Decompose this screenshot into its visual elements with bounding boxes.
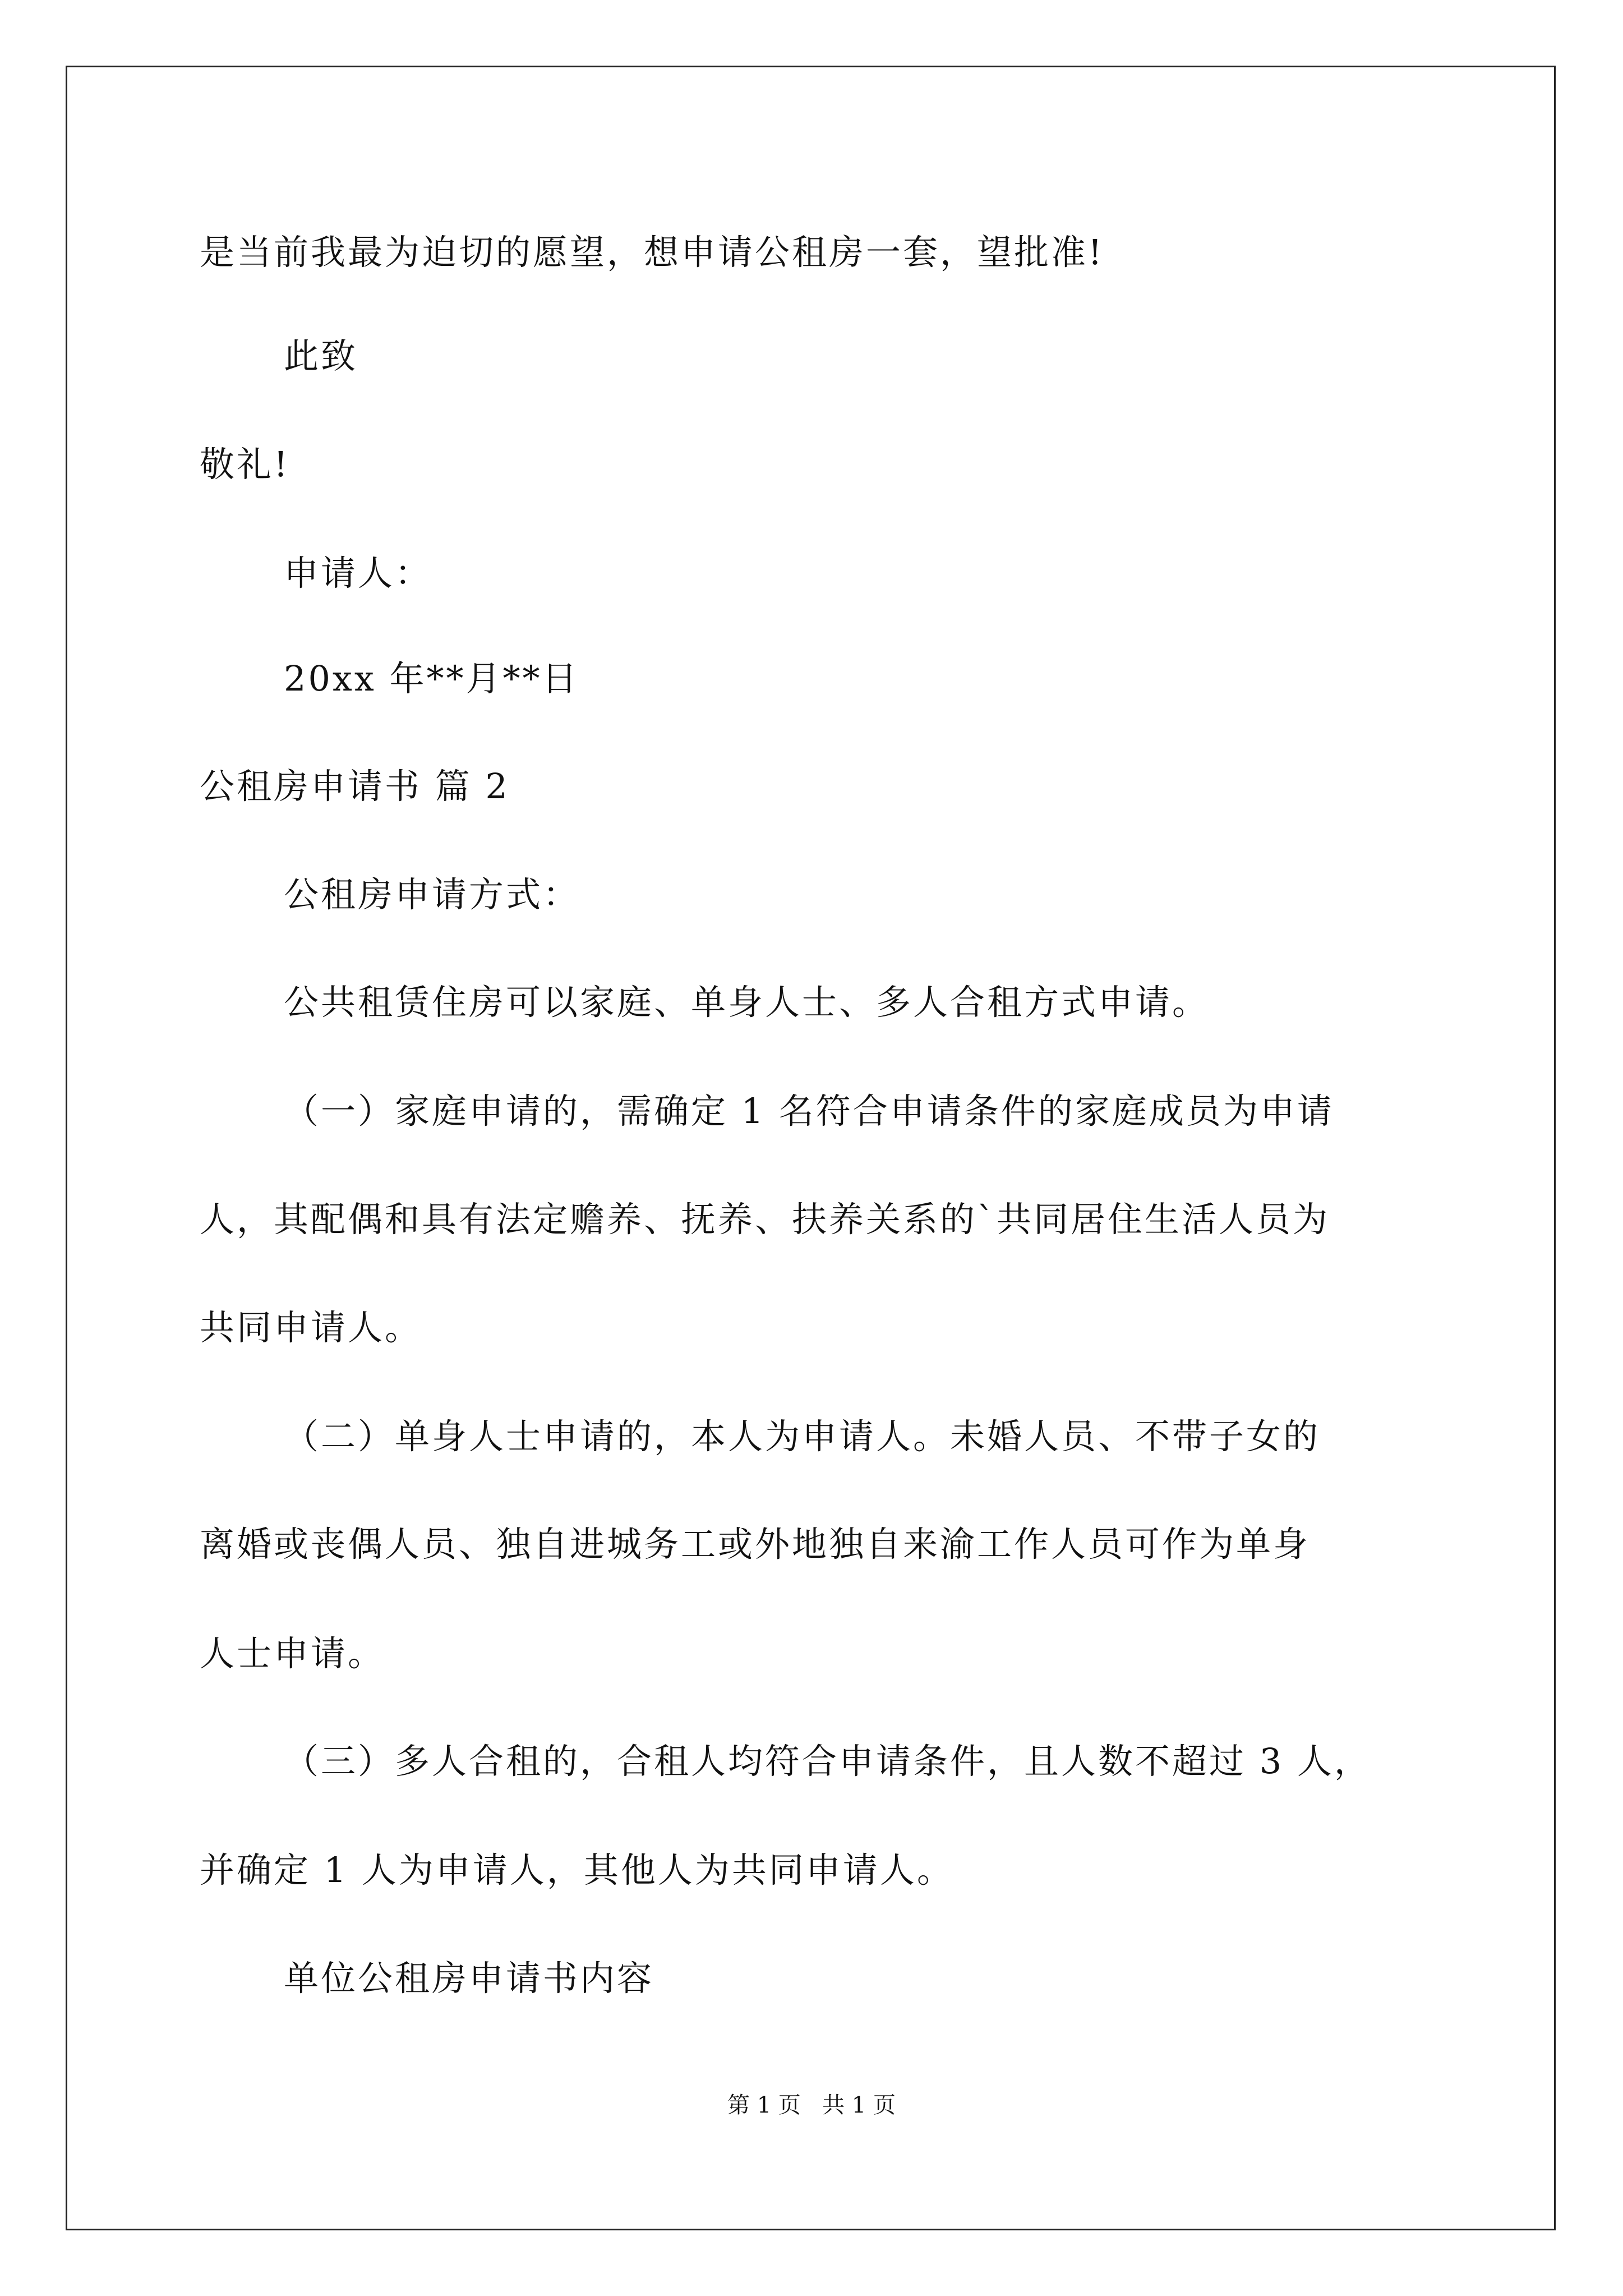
page-number-footer: 第 1 页 共 1 页	[727, 2092, 896, 2118]
applicant-label: 申请人：	[284, 553, 432, 593]
paragraph-line: 公共租赁住房可以家庭、单身人士、多人合租方式申请。	[284, 982, 1210, 1023]
closing-salutation: 此致	[284, 335, 358, 376]
closing-regards: 敬礼!	[200, 444, 290, 485]
subheading: 公租房申请方式：	[284, 874, 580, 915]
paragraph-line: 人士申请。	[200, 1633, 385, 1674]
paragraph-line: 人，其配偶和具有法定赡养、抚养、扶养关系的`共同居住生活人员为	[200, 1199, 1330, 1240]
paragraph-line: 单位公租房申请书内容	[284, 1958, 654, 1999]
paragraph-line: 离婚或丧偶人员、独自进城务工或外地独自来渝工作人员可作为单身	[200, 1524, 1311, 1565]
date-line: 20xx 年**月**日	[284, 658, 579, 699]
section-heading: 公租房申请书 篇 2	[200, 766, 510, 807]
paragraph-line: （三）多人合租的，合租人均符合申请条件，且人数不超过 3 人，	[284, 1741, 1371, 1782]
paragraph-line: （一）家庭申请的，需确定 1 名符合申请条件的家庭成员为申请	[284, 1091, 1334, 1131]
paragraph-line: （二）单身人士申请的，本人为申请人。未婚人员、不带子女的	[284, 1416, 1321, 1457]
paragraph-line: 共同申请人。	[200, 1307, 422, 1348]
page-frame	[66, 66, 1556, 2230]
paragraph-line: 并确定 1 人为申请人，其他人为共同申请人。	[200, 1849, 954, 1890]
paragraph-line: 是当前我最为迫切的愿望，想申请公租房一套，望批准!	[200, 232, 1104, 273]
